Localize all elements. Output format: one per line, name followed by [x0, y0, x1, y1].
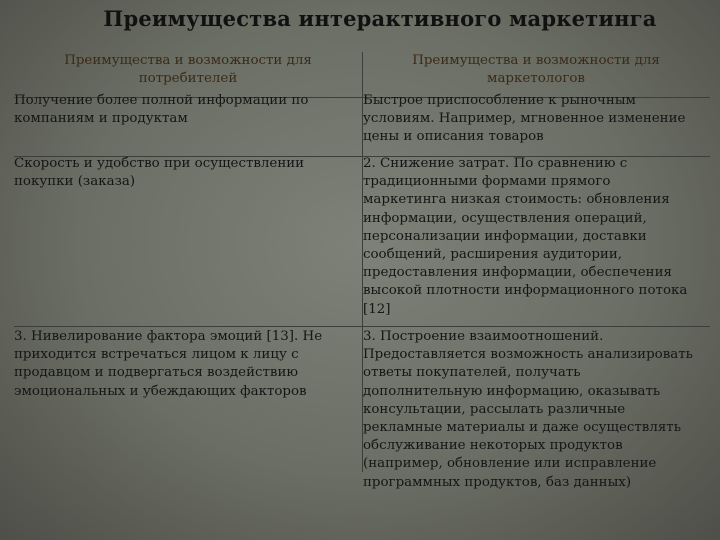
- comparison-table: [14, 52, 710, 512]
- row2-consumers: Скорость и удобство при осуществлении покупки (заказа): [14, 156, 305, 190]
- row2-marketers: 2. Снижение затрат. По сравнению с традиционными формами прямого маркетинга низкая стоимость: обновления информации, осуществления операций, персонализации информации, доставки сообщений, расширения аудитории, предоставления информации, обеспечения высокой плотности информационного потока [12]: [363, 156, 688, 317]
- row1-consumers: Получение более полной информации по компаниям и продуктам: [14, 93, 309, 127]
- header-marketers: Преимущества и возможности для маркетологов: [412, 53, 660, 87]
- header-consumers: Преимущества и возможности для потребителей: [64, 53, 312, 87]
- row1-marketers: Быстрое приспособление к рыночным условиям. Например, мгновенное изменение цены и описания товаров: [363, 93, 686, 145]
- row3-marketers: 3. Построение взаимоотношений. Предоставляется возможность анализировать ответы покупателей, получать дополнительную информацию, оказывать консультации, рассылать различные рекламные материалы и даже осуществлять обслуживание некоторых продуктов (например, обновление или исправление программных продуктов, баз данных): [363, 329, 693, 490]
- row-divider: [14, 326, 710, 327]
- page-title: Преимущества интерактивного маркетинга: [103, 6, 657, 31]
- row3-consumers: 3. Нивелирование фактора эмоций [13]. Не приходится встречаться лицом к лицу с продавцом и подвергаться воздействию эмоциональных и убеждающих факторов: [14, 329, 323, 399]
